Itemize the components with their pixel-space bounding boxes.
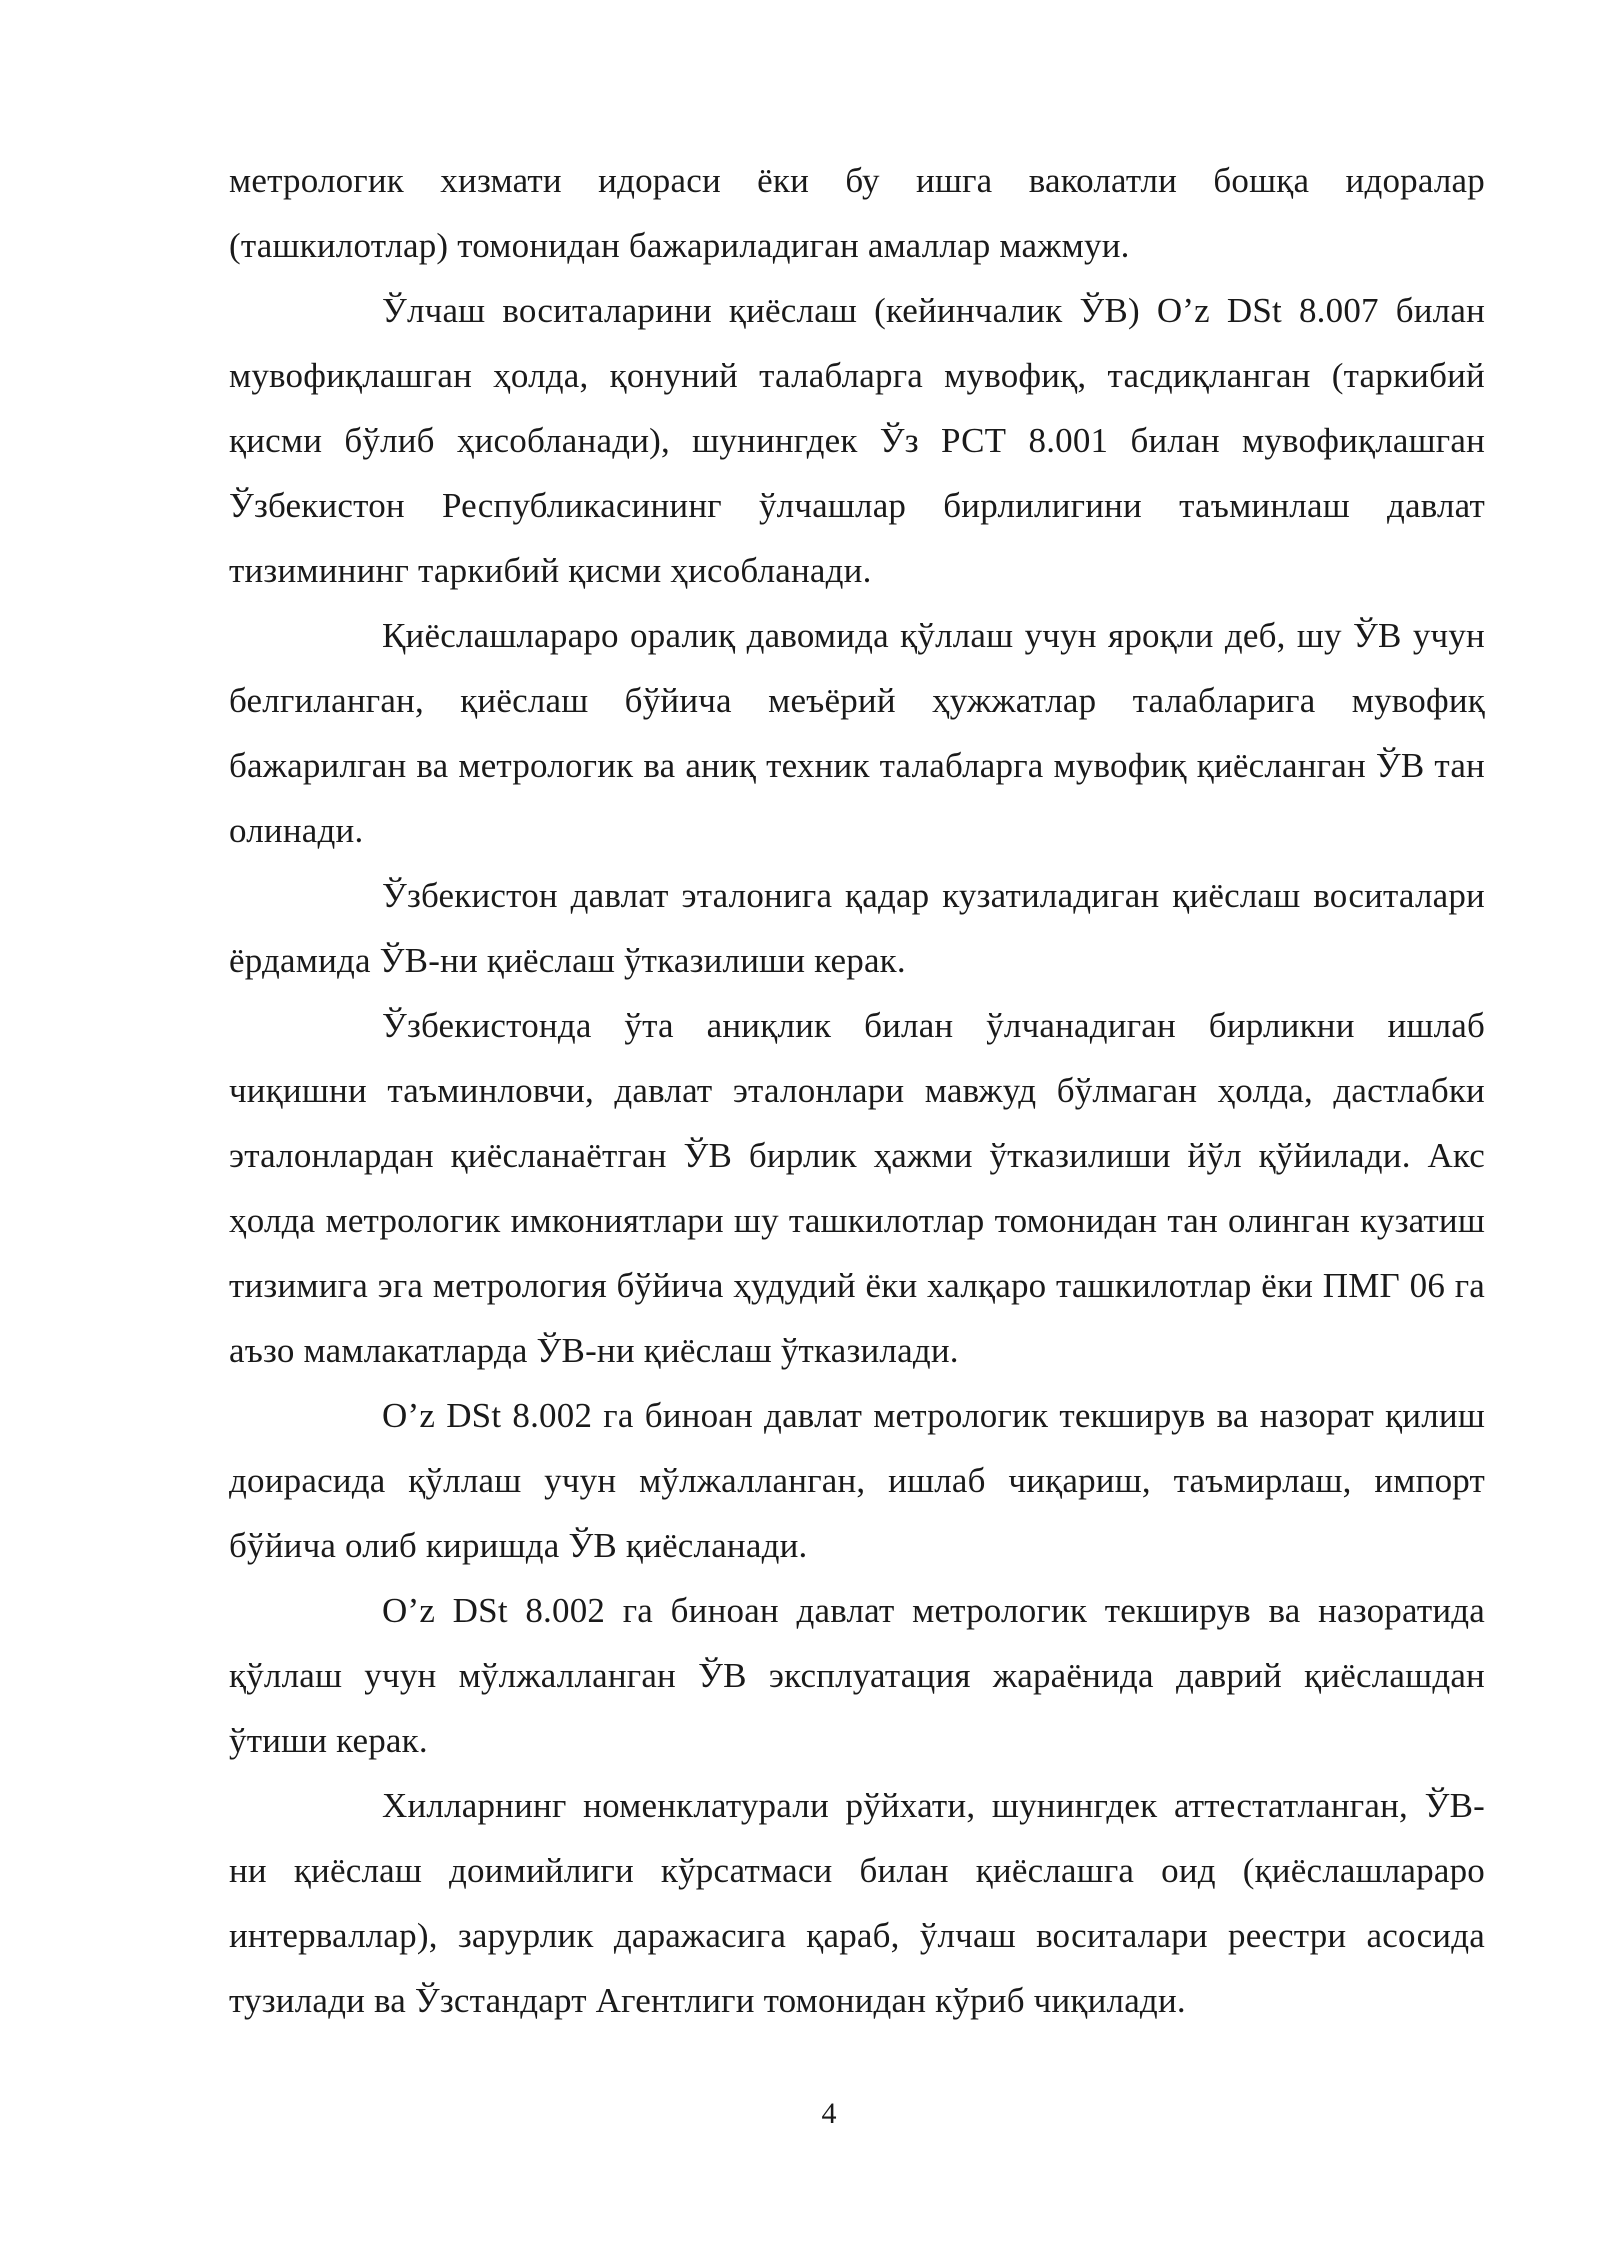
paragraph-8: Хилларнинг номенклатурали рўйхати, шунингдек аттестатланган, ЎВ- ни қиёслаш доимийлиги кўрсатмаси билан қиёслашга оид (қиёслашлараро интерваллар), зарурлик даражасига қараб, ўлчаш воситалари реестри асосида тузилади ва Ўзстандарт Агентлиги томонидан кўриб чиқилади. xyxy=(229,1786,1485,2020)
page-number: 4 xyxy=(821,2097,837,2130)
paragraph-1: метрологик хизмати идораси ёки бу ишга ваколатли бошқа идоралар (ташкилотлар) томонидан бажариладиган амаллар мажмуи. xyxy=(229,161,1485,265)
paragraph-5: Ўзбекистонда ўта аниқлик билан ўлчанадиган бирликни ишлаб чиқишни таъминловчи, давлат эталонлари мавжуд бўлмаган ҳолда, дастлабки эталонлардан қиёсланаётган ЎВ бирлик ҳажми ўтказилиши йўл қўйилади. Акс ҳолда метрологик имкониятлари шу ташкилотлар томонидан тан олинган кузатиш тизимига эга метрология бўйича ҳудудий ёки халқаро ташкилотлар ёки ПМГ 06 га аъзо мамлакатларда ЎВ-ни қиёслаш ўтказилади. xyxy=(229,1006,1485,1370)
paragraph-6: O’z DSt 8.002 га биноан давлат метрологик текширув ва назорат қилиш доирасида қўллаш учун мўлжалланган, ишлаб чиқариш, таъмирлаш, импорт бўйича олиб киришда ЎВ қиёсланади. xyxy=(229,1396,1485,1565)
paragraph-7: O’z DSt 8.002 га биноан давлат метрологик текширув ва назоратида қўллаш учун мўлжалланган ЎВ эксплуатация жараёнида даврий қиёслашдан ўтиши керак. xyxy=(229,1591,1485,1760)
body-text xyxy=(229,148,1485,2033)
paragraph-3: Қиёслашлараро оралиқ давомида қўллаш учун яроқли деб, шу ЎВ учун белгиланган, қиёслаш бўйича меъёрий ҳужжатлар талабларига мувофиқ бажарилган ва метрологик ва аниқ техник талабларга мувофиқ қиёсланган ЎВ тан олинади. xyxy=(229,616,1485,850)
paragraph-2: Ўлчаш воситаларини қиёслаш (кейинчалик ЎВ) O’z DSt 8.007 билан мувофиқлашган ҳолда, қонуний талабларга мувофиқ, тасдиқланган (таркибий қисми бўлиб ҳисобланади), шунингдек Ўз РСТ 8.001 билан мувофиқлашган Ўзбекистон Республикасининг ўлчашлар бирлилигини таъминлаш давлат тизимининг таркибий қисми ҳисобланади. xyxy=(229,291,1485,590)
paragraph-4: Ўзбекистон давлат эталонига қадар кузатиладиган қиёслаш воситалари ёрдамида ЎВ-ни қиёслаш ўтказилиши керак. xyxy=(229,876,1485,980)
